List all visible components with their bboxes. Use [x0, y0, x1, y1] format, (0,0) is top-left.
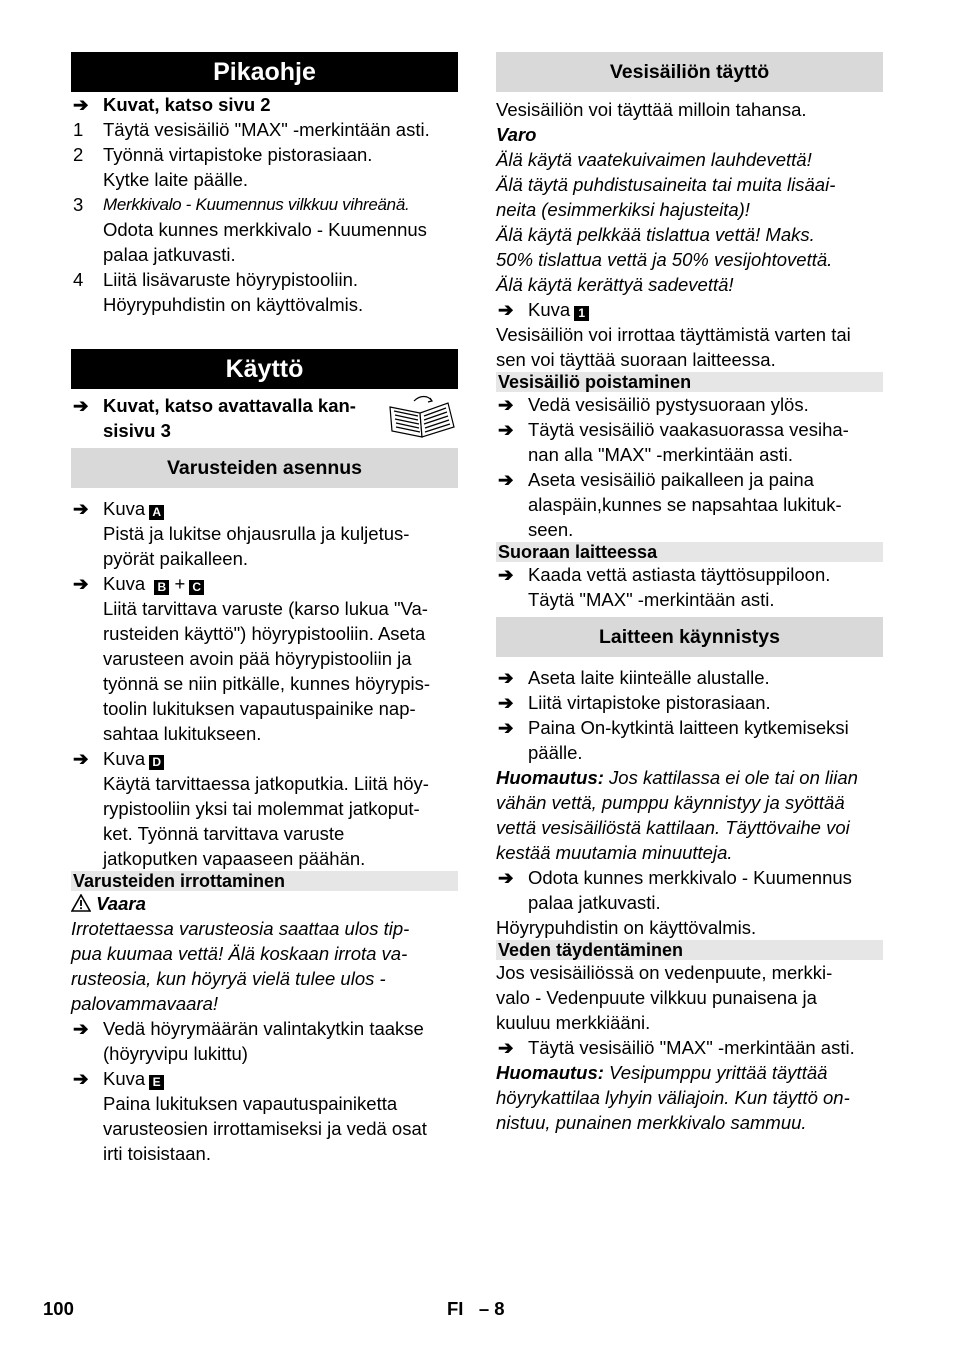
figure-a-step: ➔ Kuva A Pistä ja lukitse ohjausrulla ja kuljetus- pyörät paikalleen. — [73, 498, 410, 569]
figure-bc-step: ➔ Kuva B + C Liitä tarvittava varuste (karso lukua "Va- rusteiden käyttö") höyrypistooliin. Aseta varusteen avoin pää höyrypistooliin ja työnnä se niin pitkälle, kunnes höyrypis- toolin lukituksen vapautuspainike nap- sahtaa lukitukseen. — [73, 573, 431, 744]
figure-d-step: ➔ Kuva D Käytä tarvittaessa jatkoputkia. Liitä höy- rypistooliin yksi tai molemmat jatkoput- ket. Työnnä tarvittava varuste jatkoputken vapaaseen päähän. — [73, 748, 429, 869]
section-title-varusteiden-asennus: Varusteiden asennus — [71, 448, 458, 488]
warning-text: Irrotettaessa varusteosia saattaa ulos tip- pua kuumaa vettä! Älä koskaan irrota va- rusteosia, kun höyryä vielä tulee ulos - palovammavaara! — [71, 918, 410, 1014]
suoraan-step: ➔ Kaada vettä astiasta täyttösuppiloon. Täytä "MAX" -merkintään asti. — [498, 564, 831, 610]
warning-heading: Vaara — [71, 891, 458, 916]
arrow-right-icon: ➔ — [498, 469, 514, 490]
arrow-right-icon: ➔ — [73, 1068, 89, 1089]
step-2: 2 Työnnä virtapistoke pistorasiaan. Kytke laite päälle. — [73, 144, 373, 190]
step-3: 3 Merkkivalo - Kuumennus vilkkuu vihreänä. Odota kunnes merkkivalo - Kuumennus palaa jatkuvasti. — [73, 194, 427, 265]
subsection-title-taydentaminen: Veden täydentäminen — [496, 940, 883, 960]
note-2: Huomautus: Vesipumppu yrittää täyttää höyrykattilaa lyhyin väliajoin. Kun täyttö on- nistuu, punainen merkkivalo sammuu. — [496, 1062, 850, 1133]
step-number: 4 — [73, 269, 84, 290]
left-column — [71, 52, 458, 1166]
note-1: Huomautus: Jos kattilassa ei ole tai on liian vähän vettä, pumppu käynnistyy ja syöttää vettä vesisäiliöstä kattilaan. Täyttövaihe voi kestää muutamia minuutteja. — [496, 767, 858, 863]
taydentaminen-step: ➔ Täytä vesisäiliö "MAX" -merkintään asti. — [498, 1037, 855, 1058]
poistaminen-step: ➔ Aseta vesisäiliö paikalleen ja paina alaspäin,kunnes se napsahtaa lukituk- seen. — [498, 469, 842, 540]
language-page-label: FI – 8 — [447, 1298, 505, 1319]
step-number: 3 — [73, 194, 84, 215]
right-column — [496, 52, 883, 1135]
arrow-right-icon: ➔ — [73, 94, 89, 115]
arrow-right-icon: ➔ — [498, 394, 514, 415]
ready-text: Höyrypuhdistin on käyttövalmis. — [496, 917, 757, 938]
figure-label-b: B — [154, 580, 169, 595]
arrow-right-icon: ➔ — [498, 667, 514, 688]
intro-text: Vesisäiliön voi täyttää milloin tahansa. — [496, 99, 807, 120]
figure-label-c: C — [189, 580, 204, 595]
step-number: 2 — [73, 144, 84, 165]
warning-triangle-icon — [71, 894, 91, 912]
arrow-right-icon: ➔ — [498, 1037, 514, 1058]
page-number: 100 — [43, 1298, 74, 1319]
kaynnistys-step: ➔ Liitä virtapistoke pistorasiaan. — [498, 692, 771, 713]
figure-e-step: ➔ Kuva E Paina lukituksen vapautuspainiketta varusteosien irrottamiseksi ja vedä osat irti toisistaan. — [73, 1068, 427, 1164]
arrow-right-icon: ➔ — [73, 395, 89, 416]
poistaminen-step: ➔ Vedä vesisäiliö pystysuoraan ylös. — [498, 394, 809, 415]
subsection-title-suoraan: Suoraan laitteessa — [496, 542, 883, 562]
arrow-right-icon: ➔ — [73, 748, 89, 769]
subsection-title-poistaminen: Vesisäiliö poistaminen — [496, 372, 883, 392]
figure-label-e: E — [149, 1075, 164, 1090]
arrow-right-icon: ➔ — [73, 498, 89, 519]
arrow-right-icon: ➔ — [498, 419, 514, 440]
caution-text: Älä käytä vaatekuivaimen lauhdevettä! Älä täytä puhdistusaineita tai muita lisäai- neita (esimmerkiksi hajusteita)! Älä käytä pelkkää tislattua vettä! Maks. 50% tislattua vettä ja 50% vesijohtovettä. Älä käytä kerättyä sadevettä! — [496, 149, 836, 295]
figure-label-a: A — [149, 505, 164, 520]
arrow-right-icon: ➔ — [498, 299, 514, 320]
open-book-icon — [386, 393, 458, 439]
caution-heading: Varo — [496, 124, 537, 145]
section-title-kaytto: Käyttö — [71, 349, 458, 389]
figure-1-text: Vesisäiliön voi irrottaa täyttämistä varten tai sen voi täyttää suoraan laitteessa. — [496, 324, 851, 370]
figure-1-step: ➔ Kuva 1 — [496, 297, 883, 322]
poistaminen-step: ➔ Täytä vesisäiliö vaakasuorassa vesiha- nan alla "MAX" -merkintään asti. — [498, 419, 849, 465]
taydentaminen-text: Jos vesisäiliössä on vedenpuute, merkki- valo - Vedenpuute vilkkuu punaisena ja kuuluu merkkiääni. — [496, 962, 833, 1033]
odota-step: ➔ Odota kunnes merkkivalo - Kuumennus palaa jatkuvasti. — [498, 867, 852, 913]
figure-label-1: 1 — [574, 306, 589, 321]
arrow-right-icon: ➔ — [73, 573, 89, 594]
section-title-kaynnistys: Laitteen käynnistys — [496, 617, 883, 657]
step-1: 1 Täytä vesisäiliö "MAX" -merkintään asti. — [73, 119, 430, 140]
kaynnistys-step: ➔ Paina On-kytkintä laitteen kytkemiseksi päälle. — [498, 717, 849, 763]
arrow-right-icon: ➔ — [498, 692, 514, 713]
kaynnistys-step: ➔ Aseta laite kiinteälle alustalle. — [498, 667, 770, 688]
arrow-right-icon: ➔ — [498, 564, 514, 585]
arrow-right-icon: ➔ — [498, 717, 514, 738]
pikaohje-reference: ➔ Kuvat, katso sivu 2 — [73, 94, 271, 115]
kaytto-reference: ➔ Kuvat, katso avattavalla kan- sisivu 3 — [71, 393, 458, 443]
arrow-right-icon: ➔ — [498, 867, 514, 888]
step-valintakytkin: ➔ Vedä höyrymäärän valintakytkin taakse (höyryvipu lukittu) — [73, 1018, 424, 1064]
step-4: 4 Liitä lisävaruste höyrypistooliin. Höyrypuhdistin on käyttövalmis. — [73, 269, 364, 315]
section-title-vesisailion-taytto: Vesisäiliön täyttö — [496, 52, 883, 92]
arrow-right-icon: ➔ — [73, 1018, 89, 1039]
step-number: 1 — [73, 119, 84, 140]
subsection-title-irrottaminen: Varusteiden irrottaminen — [71, 871, 458, 891]
section-title-pikaohje: Pikaohje — [71, 52, 458, 92]
figure-label-d: D — [149, 755, 164, 770]
